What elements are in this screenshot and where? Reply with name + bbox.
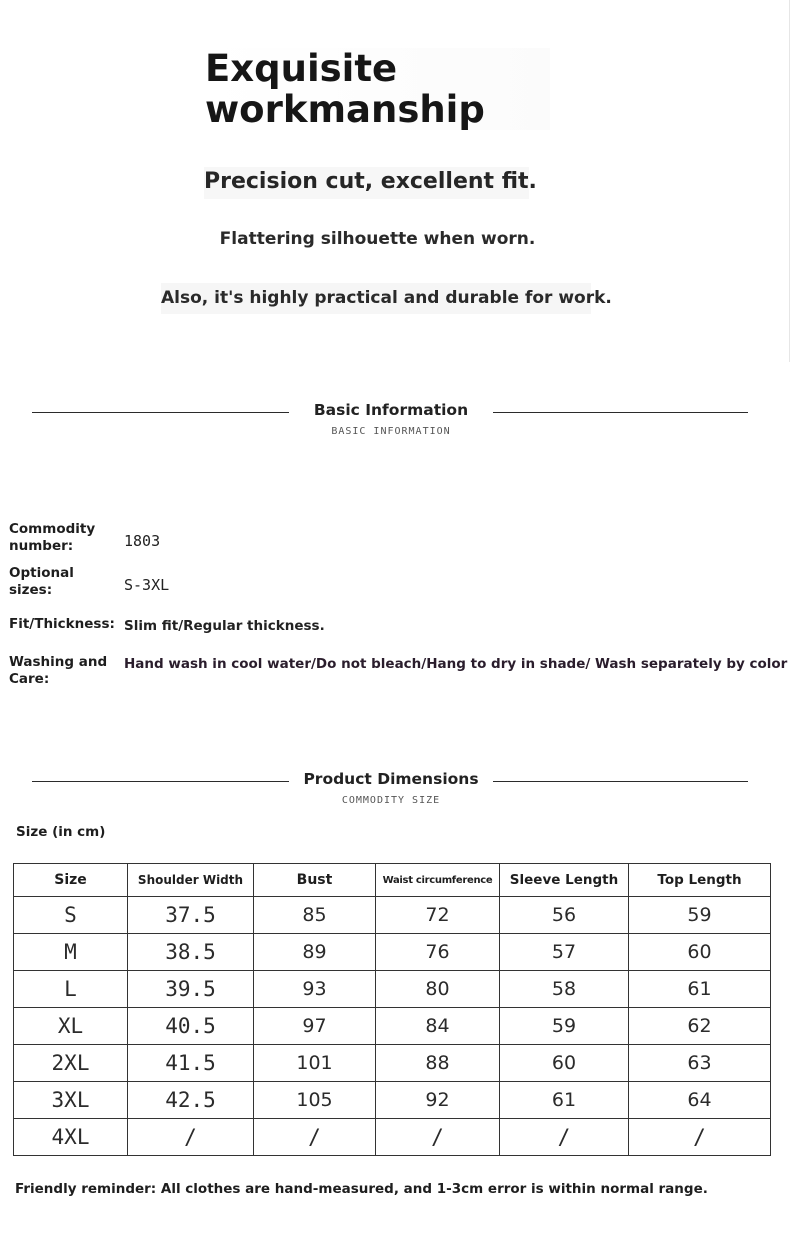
hero-title: Exquisite workmanship xyxy=(205,48,550,130)
cell-bust: 85 xyxy=(254,897,376,934)
cell-sleeve-length: 58 xyxy=(500,971,629,1008)
size-chart-table xyxy=(13,863,771,1156)
cell-shoulder-width: 40.5 xyxy=(128,1008,254,1045)
cell-waist: 92 xyxy=(376,1082,500,1119)
cell-shoulder-width: / xyxy=(128,1119,254,1156)
cell-size: 4XL xyxy=(14,1119,128,1156)
cell-top-length: 59 xyxy=(629,897,771,934)
info-value-commodity-number: 1803 xyxy=(124,532,161,550)
header-top-length: Top Length xyxy=(629,864,771,897)
cell-top-length: 63 xyxy=(629,1045,771,1082)
cell-shoulder-width: 37.5 xyxy=(128,897,254,934)
cell-sleeve-length: 57 xyxy=(500,934,629,971)
cell-sleeve-length: 61 xyxy=(500,1082,629,1119)
cell-bust: / xyxy=(254,1119,376,1156)
cell-top-length: / xyxy=(629,1119,771,1156)
cell-size: XL xyxy=(14,1008,128,1045)
table-row xyxy=(14,897,771,934)
section-rule-left xyxy=(32,412,289,413)
table-row xyxy=(14,1082,771,1119)
cell-waist: 84 xyxy=(376,1008,500,1045)
header-waist: Waist circumference xyxy=(376,864,500,897)
dimensions-heading: Product Dimensions xyxy=(303,770,479,788)
hero-subtitle: Precision cut, excellent fit. xyxy=(204,167,529,199)
info-value-washing-care: Hand wash in cool water/Do not bleach/Hang to dry in shade/ Wash separately by color xyxy=(124,656,788,672)
table-row xyxy=(14,1119,771,1156)
cell-waist: 72 xyxy=(376,897,500,934)
cell-shoulder-width: 42.5 xyxy=(128,1082,254,1119)
cell-top-length: 60 xyxy=(629,934,771,971)
cell-size: 2XL xyxy=(14,1045,128,1082)
section-rule-left xyxy=(32,781,289,782)
hero-tagline: Flattering silhouette when worn. xyxy=(219,229,536,249)
measurement-reminder: Friendly reminder: All clothes are hand-measured, and 1-3cm error is within normal range. xyxy=(15,1181,708,1197)
cell-shoulder-width: 41.5 xyxy=(128,1045,254,1082)
table-row xyxy=(14,971,771,1008)
cell-shoulder-width: 38.5 xyxy=(128,934,254,971)
cell-size: L xyxy=(14,971,128,1008)
cell-sleeve-length: 60 xyxy=(500,1045,629,1082)
table-header-row xyxy=(14,864,771,897)
cell-bust: 93 xyxy=(254,971,376,1008)
header-bust: Bust xyxy=(254,864,376,897)
cell-sleeve-length: 59 xyxy=(500,1008,629,1045)
cell-waist: 88 xyxy=(376,1045,500,1082)
info-value-fit-thickness: Slim fit/Regular thickness. xyxy=(124,618,325,634)
dimensions-subheading: COMMODITY SIZE xyxy=(341,795,441,806)
section-rule-right xyxy=(493,412,748,413)
hero-practical-note: Also, it's highly practical and durable for work. xyxy=(161,283,591,314)
info-label-commodity-number: Commodity number: xyxy=(9,521,96,554)
cell-bust: 89 xyxy=(254,934,376,971)
cell-bust: 101 xyxy=(254,1045,376,1082)
cell-top-length: 61 xyxy=(629,971,771,1008)
info-label-fit-thickness: Fit/Thickness: xyxy=(9,616,115,632)
cell-size: 3XL xyxy=(14,1082,128,1119)
basic-info-subheading: BASIC INFORMATION xyxy=(331,426,451,437)
header-sleeve-length: Sleeve Length xyxy=(500,864,629,897)
cell-bust: 97 xyxy=(254,1008,376,1045)
table-row xyxy=(14,1008,771,1045)
cell-waist: 80 xyxy=(376,971,500,1008)
info-label-optional-sizes: Optional sizes: xyxy=(9,565,74,598)
basic-info-heading: Basic Information xyxy=(313,401,469,419)
cell-top-length: 62 xyxy=(629,1008,771,1045)
cell-bust: 105 xyxy=(254,1082,376,1119)
cell-waist: / xyxy=(376,1119,500,1156)
header-size: Size xyxy=(14,864,128,897)
cell-size: S xyxy=(14,897,128,934)
cell-top-length: 64 xyxy=(629,1082,771,1119)
header-shoulder-width: Shoulder Width xyxy=(128,864,254,897)
table-row xyxy=(14,934,771,971)
cell-waist: 76 xyxy=(376,934,500,971)
info-value-optional-sizes: S-3XL xyxy=(124,576,170,594)
cell-sleeve-length: / xyxy=(500,1119,629,1156)
table-row xyxy=(14,1045,771,1082)
info-label-washing-care: Washing and Care: xyxy=(9,654,108,687)
cell-shoulder-width: 39.5 xyxy=(128,971,254,1008)
section-rule-right xyxy=(493,781,748,782)
cell-size: M xyxy=(14,934,128,971)
size-unit-note: Size (in cm) xyxy=(16,824,106,840)
cell-sleeve-length: 56 xyxy=(500,897,629,934)
